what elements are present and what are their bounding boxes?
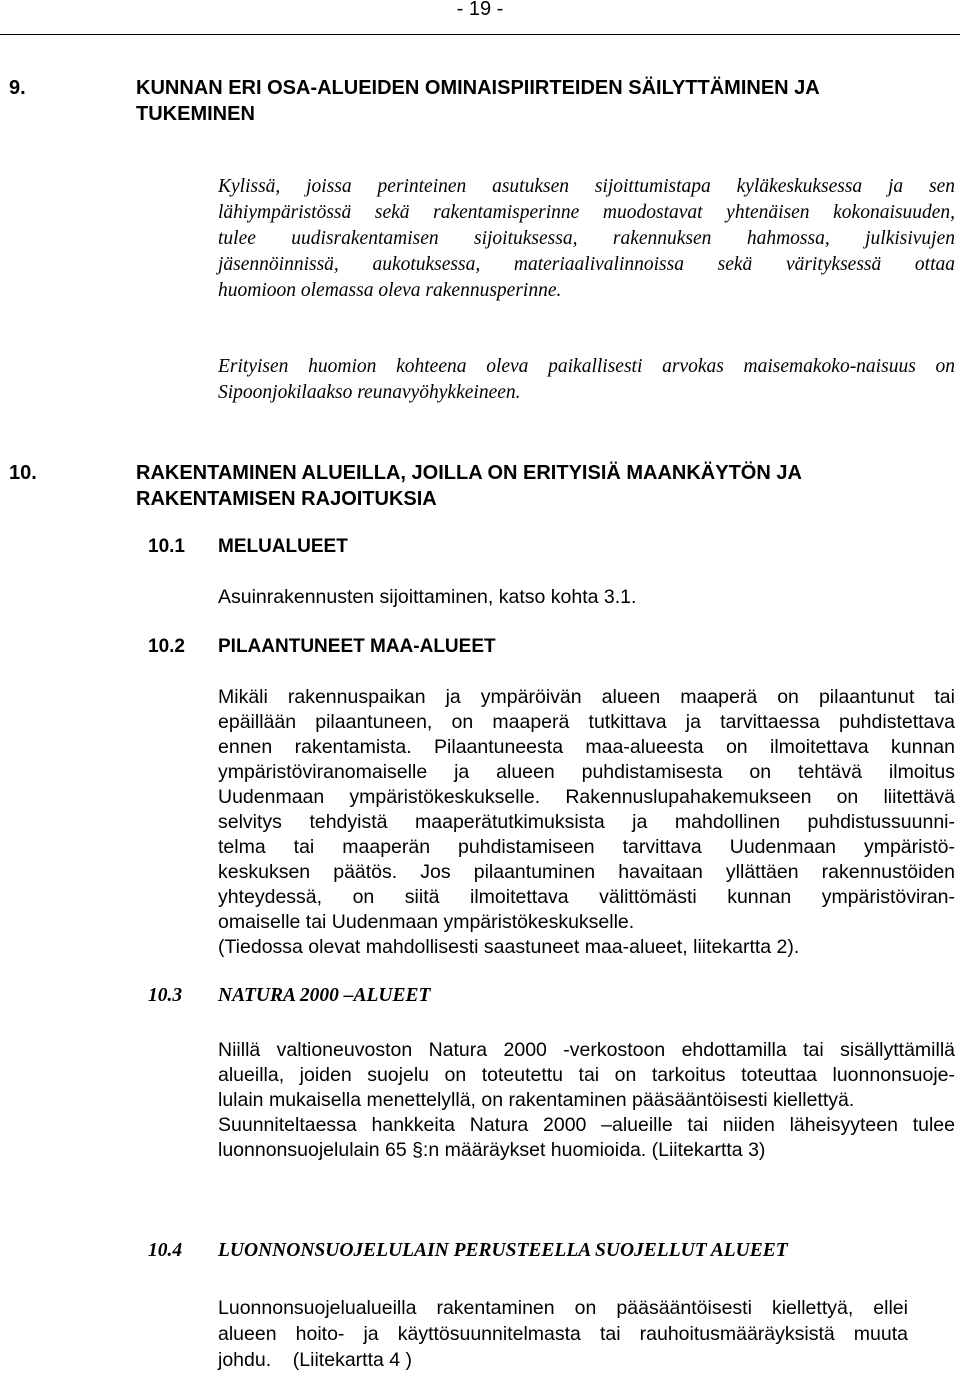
- subsection-10-4-title: LUONNONSUOJELULAIN PERUSTEELLA SUOJELLUT ALUEET: [218, 1240, 788, 1261]
- text-line: keskuksen päätös. Jos pilaantuminen havaitaan yllättäen rakennustöiden: [218, 861, 955, 883]
- section-9-title-line1: KUNNAN ERI OSA-ALUEIDEN OMINAISPIIRTEIDEN SÄILYTTÄMINEN JA: [136, 77, 820, 99]
- text-line: alueilla, joiden suojelu on toteutettu tai on tarkoitus toteuttaa luonnonsuoje-: [218, 1064, 955, 1086]
- text-line: lulain mukaisella menettelyllä, on rakentaminen pääsääntöisesti kiellettyä.: [218, 1089, 855, 1111]
- text-line: Mikäli rakennuspaikan ja ympäröivän alueen maaperä on pilaantunut tai: [218, 686, 955, 708]
- subsection-10-4-number: 10.4: [148, 1240, 183, 1261]
- text-line: luonnonsuojelulain 65 §:n määräykset huomioida. (Liitekartta 3): [218, 1139, 766, 1161]
- text-line: epäillään pilaantuneen, on maaperä tutkittava ja tarvittaessa puhdistettava: [218, 711, 955, 733]
- text-line: ympäristöviranomaiselle ja alueen puhdistamisesta on tehtävä ilmoitus: [218, 761, 955, 783]
- text-line: telma tai maaperän puhdistamiseen tarvittava Uudenmaan ympäristö-: [218, 836, 955, 858]
- text-line: Erityisen huomion kohteena oleva paikallisesti arvokas maisemakoko-naisuus on: [218, 356, 955, 377]
- text-line: Uudenmaan ympäristökeskukselle. Rakennuslupahakemukseen on liitettävä: [218, 786, 955, 808]
- header-rule: [0, 34, 960, 35]
- text-line: yhteydessä, on siitä ilmoitettava välittömästi kunnan ympäristöviran-: [218, 886, 955, 908]
- page-number: - 19 -: [456, 0, 504, 20]
- section-9-paragraph-1: [218, 174, 955, 304]
- subsection-10-2-title: PILAANTUNEET MAA-ALUEET: [218, 636, 496, 657]
- subsection-10-3-text: [218, 1038, 955, 1163]
- text-line: johdu. (Liitekartta 4 ): [218, 1349, 413, 1371]
- text-line: Luonnonsuojelualueilla rakentaminen on pääsääntöisesti kiellettyä, ellei: [218, 1297, 908, 1319]
- section-10-title-line2: RAKENTAMISEN RAJOITUKSIA: [136, 488, 437, 510]
- subsection-10-2-text: [218, 685, 955, 960]
- section-10-title: [136, 460, 956, 512]
- text-line: Suunniteltaessa hankkeita Natura 2000 –alueille tai niiden läheisyyteen tulee: [218, 1114, 955, 1136]
- text-line: tulee uudisrakentamisen sijoituksessa, rakennuksen hahmossa, julkisivujen: [218, 228, 955, 249]
- text-line: Kylissä, joissa perinteinen asutuksen sijoittumistapa kyläkeskuksessa ja sen: [218, 176, 955, 197]
- section-10-number: 10.: [9, 462, 37, 484]
- subsection-10-4-text: [218, 1295, 908, 1373]
- section-9-number: 9.: [9, 77, 26, 99]
- subsection-10-2-number: 10.2: [148, 636, 185, 657]
- text-line: Sipoonjokilaakso reunavyöhykkeineen.: [218, 382, 521, 403]
- text-line: huomioon olemassa oleva rakennusperinne.: [218, 280, 562, 301]
- text-line: lähiympäristössä sekä rakentamisperinne muodostavat yhtenäisen kokonaisuuden,: [218, 202, 955, 223]
- text-line: selvitys tehdyistä maaperätutkimuksista ja mahdollinen puhdistussuunni-: [218, 811, 955, 833]
- subsection-10-3-title: NATURA 2000 –ALUEET: [218, 985, 431, 1006]
- section-10-title-line1: RAKENTAMINEN ALUEILLA, JOILLA ON ERITYISIÄ MAANKÄYTÖN JA: [136, 462, 802, 484]
- subsection-10-1-title: MELUALUEET: [218, 536, 348, 557]
- text-line: jäsennöinnissä, aukotuksessa, materiaalivalinnoissa sekä värityksessä ottaa: [218, 254, 955, 275]
- text-line: alueen hoito- ja käyttösuunnitelmasta tai rauhoitusmääräyksistä muuta: [218, 1323, 908, 1345]
- text-line: ennen rakentamista. Pilaantuneesta maa-alueesta on ilmoitettava kunnan: [218, 736, 955, 758]
- section-9-title-line2: TUKEMINEN: [136, 103, 255, 125]
- section-9-paragraph-2: [218, 354, 955, 406]
- subsection-10-3-number: 10.3: [148, 985, 183, 1006]
- section-9-title: [136, 75, 956, 127]
- subsection-10-1-text: Asuinrakennusten sijoittaminen, katso kohta 3.1.: [218, 586, 637, 608]
- text-line: omaiselle tai Uudenmaan ympäristökeskukselle.: [218, 911, 635, 933]
- text-line: (Tiedossa olevat mahdollisesti saastuneet maa-alueet, liitekartta 2).: [218, 936, 800, 958]
- text-line: Niillä valtioneuvoston Natura 2000 -verkostoon ehdottamilla tai sisällyttämillä: [218, 1039, 955, 1061]
- subsection-10-1-number: 10.1: [148, 536, 185, 557]
